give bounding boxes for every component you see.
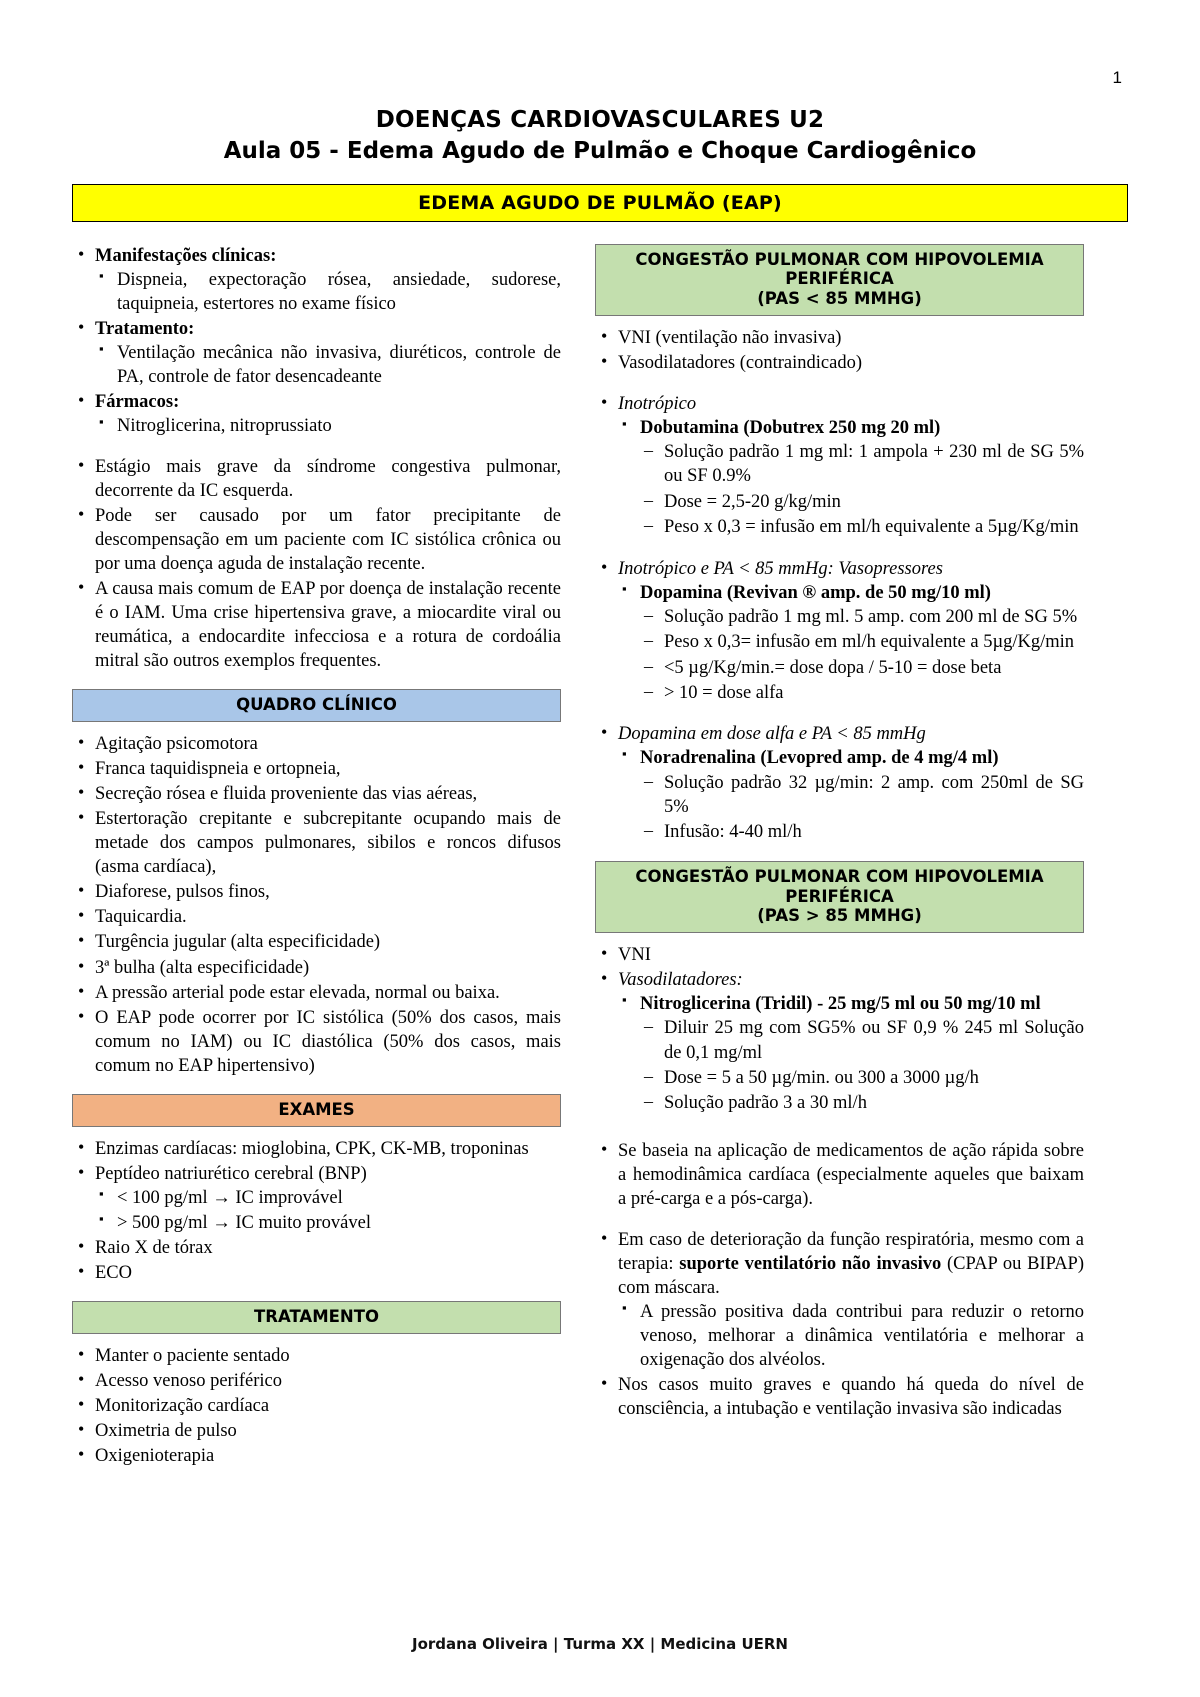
list-item: • Estertoração crepitante e subcrepitante ocupando mais de metade dos campos pulmonares, sibilos e roncos difusos (asma cardíaca), — [72, 807, 561, 879]
deterioracao-sublist — [618, 1300, 1084, 1372]
list-item: • Se baseia na aplicação de medicamentos de ação rápida sobre a hemodinâmica cardíaca (especialmente aqueles que baixam a pré-carga e a pós-carga). — [595, 1139, 1084, 1211]
list-item — [595, 392, 1084, 540]
header-line-2: (PAS > 85 MMHG) — [757, 906, 922, 926]
dopamina-alfa-label: Dopamina em dose alfa e PA < 85 mmHg — [618, 724, 926, 745]
page-footer: Jordana Oliveira | Turma XX | Medicina UERN — [412, 1635, 788, 1653]
list-item — [72, 317, 561, 389]
list-item: – Solução padrão 32 µg/min: 2 amp. com 250ml de SG 5% — [640, 771, 1084, 820]
manifestacoes-sublist — [95, 268, 561, 316]
list-item: – Solução padrão 3 a 30 ml/h — [640, 1091, 1084, 1115]
list-item: – > 10 = dose alfa — [640, 681, 1084, 705]
list-item — [72, 244, 561, 316]
list-item: – Solução padrão 1 mg ml. 5 amp. com 200 ml de SG 5% — [640, 605, 1084, 629]
list-item — [618, 746, 1084, 844]
tratamento-label: Tratamento: — [95, 318, 195, 339]
section-header-tratamento: TRATAMENTO — [72, 1301, 561, 1334]
list-item: – <5 µg/Kg/min.= dose dopa / 5-10 = dose beta — [640, 656, 1084, 680]
list-item: ▪ > 500 pg/ml → IC muito provável — [95, 1211, 561, 1235]
list-item — [618, 992, 1084, 1116]
deterioracao-text-pre: Em caso de deterioração da função respiratória, mesmo com a terapia: — [618, 1230, 1084, 1275]
congestao-pas-maior-list — [595, 943, 1084, 1116]
list-item: • ECO — [72, 1261, 561, 1285]
header-line-1: CONGESTÃO PULMONAR COM HIPOVOLEMIA PERIFÉRICA — [635, 866, 1044, 906]
left-column — [72, 244, 561, 1469]
document-subtitle: Aula 05 - Edema Agudo de Pulmão e Choque Cardiogênico — [223, 137, 977, 164]
list-item: • 3ª bulha (alta especificidade) — [72, 956, 561, 980]
list-item: • A causa mais comum de EAP por doença de instalação recente é o IAM. Uma crise hipertensiva grave, a miocardite viral ou reumática, a endocardite infecciosa e a rotura de cordoália mitral são outros exemplos frequentes. — [72, 577, 561, 673]
farmacos-sublist — [95, 414, 561, 438]
noradrenalina-details — [640, 771, 1084, 845]
dobutamina-label: Dobutamina (Dobutrex 250 mg 20 ml) — [640, 418, 941, 439]
list-item: ▪ Dispneia, expectoração rósea, ansiedade, sudorese, taquipneia, estertores no exame físico — [95, 268, 561, 316]
vasopressores-label: Inotrópico e PA < 85 mmHg: Vasopressores — [618, 558, 943, 579]
list-item — [595, 1228, 1084, 1372]
farmacos-label: Fármacos: — [95, 391, 180, 412]
list-item: ▪ Ventilação mecânica não invasiva, diuréticos, controle de PA, controle de fator desencadeante — [95, 341, 561, 389]
list-item: • Turgência jugular (alta especificidade) — [72, 930, 561, 954]
list-item: • Diaforese, pulsos finos, — [72, 880, 561, 904]
list-item: – Peso x 0,3 = infusão em ml/h equivalente a 5µg/Kg/min — [640, 515, 1084, 539]
list-item: • Franca taquidispneia e ortopneia, — [72, 757, 561, 781]
section-header-congestao-pas-maior — [595, 861, 1084, 933]
list-item — [72, 390, 561, 438]
left-intro-list — [72, 244, 561, 438]
list-item — [618, 416, 1084, 540]
nitroglicerina-details — [640, 1016, 1084, 1116]
dopamina-label: Dopamina (Revivan ® amp. de 50 mg/10 ml) — [640, 582, 991, 603]
list-item: – Dose = 5 a 50 µg/min. ou 300 a 3000 µg/h — [640, 1066, 1084, 1090]
manifestacoes-label: Manifestações clínicas: — [95, 245, 277, 266]
list-item: • Agitação psicomotora — [72, 732, 561, 756]
list-item — [618, 581, 1084, 706]
list-item: ▪ < 100 pg/ml → IC improvável — [95, 1186, 561, 1210]
nitroglicerina-sublist — [618, 992, 1084, 1116]
tratamento-list — [72, 1344, 561, 1468]
list-item: • Manter o paciente sentado — [72, 1344, 561, 1368]
list-item: – Peso x 0,3= infusão em ml/h equivalente a 5µg/Kg/min — [640, 630, 1084, 654]
list-item: • Oximetria de pulso — [72, 1419, 561, 1443]
section-header-congestao-pas-menor — [595, 244, 1084, 316]
list-item: – Diluir 25 mg com SG5% ou SF 0,9 % 245 ml Solução de 0,1 mg/ml — [640, 1016, 1084, 1065]
document-title: DOENÇAS CARDIOVASCULARES U2 — [375, 107, 825, 133]
vasopressores-block — [595, 557, 1084, 706]
list-item: • Raio X de tórax — [72, 1236, 561, 1260]
list-item — [595, 968, 1084, 1116]
header-line-2: (PAS < 85 MMHG) — [757, 289, 922, 309]
list-item: • Acesso venoso periférico — [72, 1369, 561, 1393]
dopamina-sublist — [618, 581, 1084, 706]
section-header-exames: EXAMES — [72, 1094, 561, 1127]
right-column — [595, 244, 1084, 1423]
list-item: • Estágio mais grave da síndrome congestiva pulmonar, decorrente da IC esquerda. — [72, 455, 561, 503]
list-item: • Enzimas cardíacas: mioglobina, CPK, CK-MB, troponinas — [72, 1137, 561, 1161]
list-item — [72, 1162, 561, 1235]
deterioracao-block — [595, 1228, 1084, 1421]
exames-list — [72, 1137, 561, 1285]
list-item: • Vasodilatadores (contraindicado) — [595, 351, 1084, 375]
list-item: • Oxigenioterapia — [72, 1444, 561, 1468]
list-item: • O EAP pode ocorrer por IC sistólica (50% dos casos, mais comum no IAM) ou IC diastólica (50% dos casos, mais comum no EAP hipertensivo) — [72, 1006, 561, 1078]
inotropico-label: Inotrópico — [618, 393, 697, 414]
noradrenalina-label: Noradrenalina (Levopred amp. de 4 mg/4 ml) — [640, 748, 999, 769]
list-item: ▪ Nitroglicerina, nitroprussiato — [95, 414, 561, 438]
left-paragraph-list — [72, 455, 561, 673]
vasodilatadores-label: Vasodilatadores: — [618, 970, 743, 991]
header-line-1: CONGESTÃO PULMONAR COM HIPOVOLEMIA PERIFÉRICA — [635, 249, 1044, 289]
main-banner: EDEMA AGUDO DE PULMÃO (EAP) — [72, 184, 1128, 222]
list-item: • Nos casos muito graves e quando há queda do nível de consciência, a intubação e ventilação invasiva são indicadas — [595, 1373, 1084, 1421]
section-header-quadro-clinico: QUADRO CLÍNICO — [72, 689, 561, 722]
deterioracao-text-post: (CPAP ou BIPAP) com máscara. — [618, 1254, 1085, 1299]
nitroglicerina-label: Nitroglicerina (Tridil) - 25 mg/5 ml ou 50 mg/10 ml — [640, 994, 1041, 1015]
inotropico-block — [595, 392, 1084, 540]
congestao-pas-menor-list — [595, 326, 1084, 375]
list-item: – Solução padrão 1 mg ml: 1 ampola + 230 ml de SG 5% ou SF 0.9% — [640, 440, 1084, 489]
dobutamina-sublist — [618, 416, 1084, 540]
list-item: • VNI — [595, 943, 1084, 967]
list-item: – Infusão: 4-40 ml/h — [640, 820, 1084, 844]
bnp-sublist — [95, 1186, 561, 1235]
quadro-clinico-list — [72, 732, 561, 1078]
deterioracao-text-bold: suporte ventilatório não invasivo — [679, 1254, 942, 1275]
two-column-body — [72, 244, 1128, 1469]
page-number: 1 — [1112, 68, 1122, 87]
tratamento-sublist — [95, 341, 561, 389]
bnp-label: Peptídeo natriurético cerebral (BNP) — [95, 1163, 367, 1184]
list-item: • Monitorização cardíaca — [72, 1394, 561, 1418]
dobutamina-details — [640, 440, 1084, 540]
list-item: • Pode ser causado por um fator precipitante de descompensação em um paciente com IC sistólica crônica ou por uma doença aguda de instalação recente. — [72, 504, 561, 576]
list-item: • VNI (ventilação não invasiva) — [595, 326, 1084, 350]
right-closing-list — [595, 1139, 1084, 1211]
dopamina-alfa-block — [595, 722, 1084, 844]
list-item: ▪ A pressão positiva dada contribui para reduzir o retorno venoso, melhorar a dinâmica ventilatória e melhorar a oxigenação dos alvéolos. — [618, 1300, 1084, 1372]
list-item — [595, 722, 1084, 844]
list-item — [595, 557, 1084, 706]
dopamina-details — [640, 605, 1084, 706]
list-item: • Secreção rósea e fluida proveniente das vias aéreas, — [72, 782, 561, 806]
list-item: – Dose = 2,5-20 g/kg/min — [640, 490, 1084, 514]
list-item: • Taquicardia. — [72, 905, 561, 929]
list-item: • A pressão arterial pode estar elevada, normal ou baixa. — [72, 981, 561, 1005]
noradrenalina-sublist — [618, 746, 1084, 844]
